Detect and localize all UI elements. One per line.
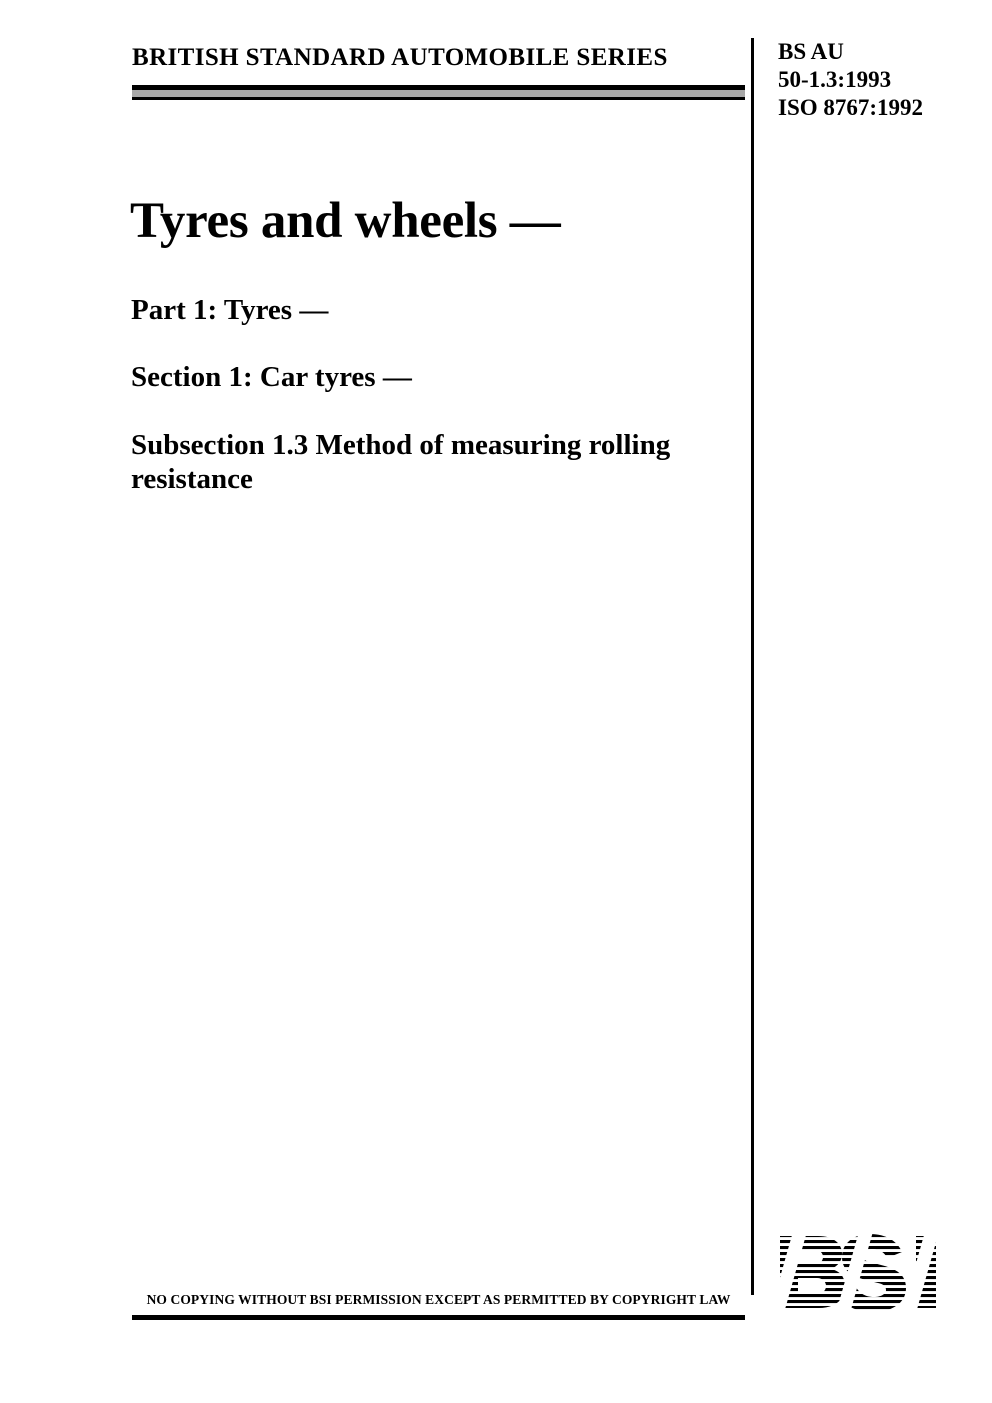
header-rule-thin xyxy=(132,97,745,100)
subsection-heading: Subsection 1.3 Method of measuring rolling resistance xyxy=(131,429,671,495)
reference-line-number: 50-1.3:1993 xyxy=(778,67,892,92)
part-heading: Part 1: Tyres — xyxy=(131,294,329,326)
page-title: Tyres and wheels — xyxy=(130,193,561,249)
standard-reference-block xyxy=(778,38,923,122)
section-heading: Section 1: Car tyres — xyxy=(131,361,412,393)
footer-rule xyxy=(132,1315,745,1320)
vertical-divider-rule xyxy=(751,38,754,1295)
bsi-logo-icon xyxy=(774,1228,954,1320)
reference-line-bs-au: BS AU xyxy=(778,39,844,64)
copyright-notice: NO COPYING WITHOUT BSI PERMISSION EXCEPT AS PERMITTED BY COPYRIGHT LAW xyxy=(146,1292,731,1307)
header-rule-grey xyxy=(132,90,745,97)
series-title: BRITISH STANDARD AUTOMOBILE SERIES xyxy=(132,44,668,71)
reference-line-iso: ISO 8767:1992 xyxy=(778,95,924,120)
